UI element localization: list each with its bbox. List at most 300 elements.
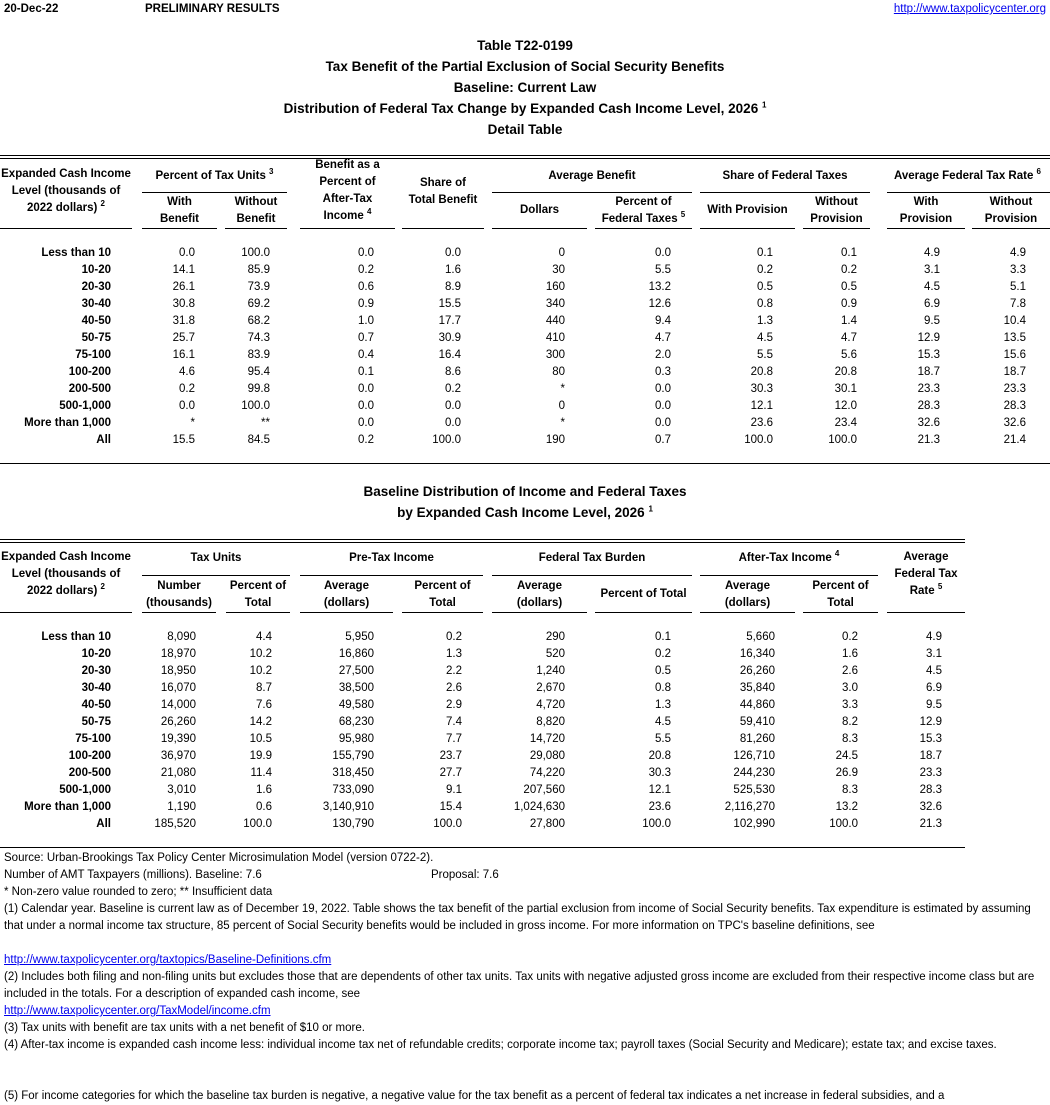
table2-subtitle: by Expanded Cash Income Level, 2026 $^1$ [397, 504, 653, 520]
footnote-4: (4) After-tax income is expanded cash income less: individual income tax net of refundable credits; corporate income tax; payroll taxes (Social Security and Medicare); estate tax; and excise taxes. [4, 1039, 997, 1051]
cell-share-total: 15.5 [438, 298, 461, 310]
detail-table-label: Detail Table [487, 122, 563, 137]
cell-rate-without: 3.3 [1010, 264, 1026, 276]
underline [492, 228, 587, 229]
cell-avg-dollars: 300 [545, 349, 565, 361]
cell-avg-dollars: * [560, 383, 565, 395]
cell-share-with: 0.2 [757, 264, 773, 276]
underline [0, 228, 132, 229]
t1-header-share-fed-taxes: Share of Federal Taxes [722, 170, 848, 182]
cell-share-without: 0.1 [841, 247, 857, 259]
cell-benefit-pct-income: 0.2 [358, 434, 374, 446]
cell-pretax-pct: 27.7 [439, 767, 462, 779]
cell-pretax-avg: 733,090 [332, 784, 374, 796]
cell-aftertax-avg: 5,660 [746, 631, 775, 643]
cell-share-total: 0.0 [445, 417, 461, 429]
cell-rate-without: 10.4 [1003, 315, 1026, 327]
table-row [0, 262, 1050, 279]
cell-rate-with: 3.1 [924, 264, 940, 276]
cell-pct-fed-taxes: 13.2 [648, 281, 671, 293]
cell-share-total: 8.9 [445, 281, 461, 293]
table-row [0, 279, 1050, 296]
cell-aftertax-pct: 8.3 [842, 784, 858, 796]
cell-share-without: 5.6 [841, 349, 857, 361]
cell-pretax-pct: 2.2 [446, 665, 462, 677]
table-row [0, 629, 1050, 646]
cell-rate-with: 23.3 [917, 383, 940, 395]
t1-header-share-total-benefit: Share of Total Benefit [408, 177, 478, 206]
cell-burden-avg: 8,820 [536, 716, 565, 728]
underline [492, 575, 692, 576]
cell-units-pct: 1.6 [256, 784, 272, 796]
cell-share-total: 16.4 [438, 349, 461, 361]
row-label: 75-100 [75, 733, 111, 745]
cell-pretax-avg: 3,140,910 [322, 801, 374, 813]
cell-share-total: 0.0 [445, 400, 461, 412]
cell-units-pct: 8.7 [256, 682, 272, 694]
cell-benefit-pct-income: 0.9 [358, 298, 374, 310]
cell-avg-rate: 12.9 [919, 716, 942, 728]
cell-burden-avg: 1,024,630 [513, 801, 565, 813]
cell-units-number: 185,520 [154, 818, 196, 830]
underline [300, 612, 393, 613]
cell-rate-with: 28.3 [917, 400, 940, 412]
cell-benefit-pct-income: 0.1 [358, 366, 374, 378]
amt-note: Number of AMT Taxpayers (millions). Baseline: 7.6 [4, 869, 262, 881]
cell-rate-without: 13.5 [1003, 332, 1026, 344]
cell-avg-dollars: 80 [552, 366, 565, 378]
cell-without-benefit: 73.9 [247, 281, 270, 293]
cell-avg-rate: 6.9 [926, 682, 942, 694]
cell-aftertax-pct: 8.3 [842, 733, 858, 745]
t2-header-pretax-income: Pre-Tax Income [349, 552, 434, 564]
table-row [0, 816, 1050, 833]
cell-aftertax-pct: 100.0 [829, 818, 858, 830]
cell-share-total: 30.9 [438, 332, 461, 344]
cell-share-with: 0.8 [757, 298, 773, 310]
cell-burden-pct: 4.5 [655, 716, 671, 728]
cell-pretax-pct: 2.6 [446, 682, 462, 694]
cell-rate-without: 28.3 [1003, 400, 1026, 412]
table1-bottom-border [0, 463, 1050, 464]
cell-burden-pct: 0.1 [655, 631, 671, 643]
cell-share-without: 0.2 [841, 264, 857, 276]
footnote-1-link-row [4, 952, 1046, 969]
cell-avg-rate: 15.3 [919, 733, 942, 745]
cell-aftertax-pct: 26.9 [835, 767, 858, 779]
cell-burden-avg: 207,560 [523, 784, 565, 796]
cell-rate-with: 12.9 [917, 332, 940, 344]
cell-avg-dollars: * [560, 417, 565, 429]
cell-pretax-avg: 95,980 [338, 733, 374, 745]
cell-units-pct: 10.2 [249, 648, 272, 660]
cell-without-benefit: 100.0 [241, 247, 270, 259]
cell-with-benefit: 4.6 [179, 366, 195, 378]
cell-aftertax-pct: 1.6 [842, 648, 858, 660]
row-label: Less than 10 [41, 247, 111, 259]
cell-units-pct: 0.6 [256, 801, 272, 813]
preliminary-label: PRELIMINARY RESULTS [145, 3, 280, 15]
cell-with-benefit: 15.5 [172, 434, 195, 446]
cell-rate-with: 4.5 [924, 281, 940, 293]
row-label: 50-75 [81, 716, 111, 728]
t2-header-pretax-pct: Percent of Total [414, 580, 471, 609]
table-row [0, 432, 1050, 449]
cell-aftertax-pct: 8.2 [842, 716, 858, 728]
cell-pretax-pct: 9.1 [446, 784, 462, 796]
cell-pretax-avg: 16,860 [338, 648, 374, 660]
cell-benefit-pct-income: 1.0 [358, 315, 374, 327]
underline [887, 612, 965, 613]
table2-title: Baseline Distribution of Income and Federal Taxes [363, 484, 687, 499]
report-date: 20-Dec-22 [4, 3, 59, 15]
cell-burden-pct: 0.8 [655, 682, 671, 694]
t2-header-units-pct: Percent of Total [229, 580, 287, 609]
cell-pct-fed-taxes: 12.6 [648, 298, 671, 310]
underline [700, 192, 870, 193]
cell-burden-pct: 0.2 [655, 648, 671, 660]
cell-avg-dollars: 190 [545, 434, 565, 446]
cell-avg-dollars: 0 [558, 247, 565, 259]
row-label: 30-40 [81, 682, 111, 694]
cell-benefit-pct-income: 0.0 [358, 400, 374, 412]
cell-units-number: 18,950 [160, 665, 196, 677]
cell-without-benefit: ** [261, 417, 270, 429]
cell-avg-rate: 18.7 [919, 750, 942, 762]
underline [803, 228, 870, 229]
cell-without-benefit: 74.3 [247, 332, 270, 344]
cell-share-total: 8.6 [445, 366, 461, 378]
cell-pretax-pct: 100.0 [433, 818, 462, 830]
cell-share-total: 17.7 [438, 315, 461, 327]
cell-pct-fed-taxes: 0.0 [655, 417, 671, 429]
cell-benefit-pct-income: 0.0 [358, 247, 374, 259]
cell-avg-rate: 4.9 [926, 631, 942, 643]
cell-without-benefit: 85.9 [247, 264, 270, 276]
t2-header-number: Number (thousands) [146, 580, 212, 609]
underline [300, 228, 395, 229]
cell-units-pct: 11.4 [250, 767, 272, 779]
underline [142, 192, 287, 193]
cell-pct-fed-taxes: 0.0 [655, 383, 671, 395]
cell-pct-fed-taxes: 0.0 [655, 247, 671, 259]
row-label: 30-40 [81, 298, 111, 310]
table2-top-border [0, 539, 965, 543]
cell-pretax-avg: 155,790 [332, 750, 374, 762]
table-row [0, 398, 1050, 415]
t1-header-rate-with: With Provision [899, 196, 953, 225]
footnote-2: (2) Includes both filing and non-filing units but excludes those that are dependents of other tax units. Tax units with negative adjusted gross income are excluded from their respective income class but are included in the totals. For a description of expanded cash income, see [4, 971, 1035, 1000]
cell-burden-pct: 100.0 [642, 818, 671, 830]
t1-header-with-benefit: With Benefit [160, 196, 199, 225]
t2-header-pretax-avg: Average (dollars) [323, 580, 370, 609]
cell-without-benefit: 95.4 [247, 366, 270, 378]
cell-rate-without: 21.4 [1003, 434, 1026, 446]
cell-rate-without: 7.8 [1010, 298, 1026, 310]
cell-burden-pct: 20.8 [648, 750, 671, 762]
cell-units-pct: 19.9 [249, 750, 272, 762]
cell-aftertax-pct: 13.2 [835, 801, 858, 813]
cell-units-number: 16,070 [160, 682, 196, 694]
table-row [0, 646, 1050, 663]
cell-units-pct: 100.0 [243, 818, 272, 830]
amt-proposal: Proposal: 7.6 [431, 869, 499, 881]
cell-avg-dollars: 160 [545, 281, 565, 293]
cell-avg-rate: 28.3 [919, 784, 942, 796]
cell-avg-dollars: 410 [545, 332, 565, 344]
row-label: More than 1,000 [24, 417, 111, 429]
cell-aftertax-pct: 3.0 [842, 682, 858, 694]
cell-with-benefit: 0.0 [179, 247, 195, 259]
cell-avg-rate: 9.5 [926, 699, 942, 711]
table-row [0, 330, 1050, 347]
table-row [0, 296, 1050, 313]
row-label: 10-20 [81, 648, 111, 660]
row-label: 500-1,000 [59, 784, 111, 796]
cell-benefit-pct-income: 0.0 [358, 383, 374, 395]
cell-aftertax-pct: 2.6 [842, 665, 858, 677]
cell-with-benefit: 16.1 [172, 349, 195, 361]
tpc-website-link[interactable]: http://www.taxpolicycenter.org [893, 3, 1046, 15]
cell-pretax-avg: 318,450 [332, 767, 374, 779]
cell-pct-fed-taxes: 0.7 [655, 434, 671, 446]
cell-share-with: 0.1 [757, 247, 773, 259]
underline [887, 228, 965, 229]
t1-header-without-benefit: Without Benefit [234, 196, 278, 225]
cell-share-without: 0.5 [841, 281, 857, 293]
cell-burden-avg: 27,800 [529, 818, 565, 830]
t1-header-pct-tax-units: Percent of Tax Units $^3$ [155, 167, 274, 182]
cell-units-number: 36,970 [160, 750, 196, 762]
t2-header-aftertax-avg: Average (dollars) [724, 580, 771, 609]
cell-benefit-pct-income: 0.2 [358, 264, 374, 276]
cell-pretax-pct: 7.4 [446, 716, 462, 728]
cell-with-benefit: 31.8 [172, 315, 195, 327]
cell-share-without: 4.7 [841, 332, 857, 344]
underline [300, 575, 483, 576]
t2-header-burden-pct: Percent of Total [600, 588, 687, 600]
cell-rate-with: 18.7 [917, 366, 940, 378]
t1-header-rate-without: Without Provision [984, 196, 1038, 225]
cell-share-with: 20.8 [750, 366, 773, 378]
table-row [0, 415, 1050, 432]
table-row [0, 680, 1050, 697]
underline [225, 228, 287, 229]
cell-units-number: 26,260 [160, 716, 196, 728]
cell-share-without: 30.1 [834, 383, 857, 395]
cell-aftertax-avg: 26,260 [739, 665, 775, 677]
t1-header-benefit-pct-income: Benefit as a Percent of After-Tax Income $^4$ [315, 159, 380, 222]
income-definition-link[interactable]: http://www.taxpolicycenter.org/TaxModel/income.cfm [4, 1005, 271, 1017]
cell-rate-with: 9.5 [924, 315, 940, 327]
cell-share-with: 5.5 [757, 349, 773, 361]
cell-with-benefit: 14.1 [172, 264, 195, 276]
underline [492, 192, 692, 193]
cell-burden-avg: 2,670 [536, 682, 565, 694]
table-row [0, 748, 1050, 765]
cell-aftertax-avg: 102,990 [733, 818, 775, 830]
underline [803, 612, 878, 613]
cell-share-with: 23.6 [750, 417, 773, 429]
underline [887, 192, 1050, 193]
cell-pct-fed-taxes: 2.0 [655, 349, 671, 361]
cell-units-number: 18,970 [160, 648, 196, 660]
cell-pretax-avg: 38,500 [338, 682, 374, 694]
underline [142, 612, 216, 613]
cell-units-pct: 10.2 [249, 665, 272, 677]
cell-pct-fed-taxes: 0.3 [655, 366, 671, 378]
cell-pretax-pct: 15.4 [439, 801, 462, 813]
cell-benefit-pct-income: 0.4 [358, 349, 374, 361]
underline [595, 228, 692, 229]
cell-without-benefit: 69.2 [247, 298, 270, 310]
cell-pct-fed-taxes: 9.4 [655, 315, 671, 327]
cell-without-benefit: 84.5 [247, 434, 270, 446]
source-note: Source: Urban-Brookings Tax Policy Center Microsimulation Model (version 0722-2). [4, 852, 434, 864]
cell-without-benefit: 100.0 [241, 400, 270, 412]
cell-aftertax-avg: 44,860 [739, 699, 775, 711]
cell-rate-without: 32.6 [1003, 417, 1026, 429]
cell-rate-with: 21.3 [917, 434, 940, 446]
cell-burden-pct: 1.3 [655, 699, 671, 711]
cell-without-benefit: 83.9 [247, 349, 270, 361]
cell-aftertax-avg: 16,340 [739, 648, 775, 660]
table2-bottom-border [0, 847, 965, 848]
cell-with-benefit: 25.7 [172, 332, 195, 344]
cell-benefit-pct-income: 0.6 [358, 281, 374, 293]
table-row [0, 663, 1050, 680]
table-row [0, 714, 1050, 731]
cell-share-without: 100.0 [828, 434, 857, 446]
footnote-3: (3) Tax units with benefit are tax units with a net benefit of $10 or more. [4, 1022, 365, 1034]
cell-with-benefit: * [190, 417, 195, 429]
cell-burden-avg: 4,720 [536, 699, 565, 711]
row-label: 40-50 [81, 315, 111, 327]
asterisk-note: * Non-zero value rounded to zero; ** Insufficient data [4, 886, 273, 898]
cell-pretax-pct: 2.9 [446, 699, 462, 711]
cell-units-number: 21,080 [160, 767, 196, 779]
t2-header-fed-tax-burden: Federal Tax Burden [538, 552, 646, 564]
distribution-title: Distribution of Federal Tax Change by Expanded Cash Income Level, 2026 $^1$ [283, 100, 767, 116]
table-row [0, 245, 1050, 262]
cell-share-total: 100.0 [432, 434, 461, 446]
cell-with-benefit: 0.0 [179, 400, 195, 412]
row-label: Less than 10 [41, 631, 111, 643]
footnote-1: (1) Calendar year. Baseline is current law as of December 19, 2022. Table shows the tax benefit of the partial exclusion from income of Social Security benefits. Tax expenditure is estimated by assuming that under a normal income tax structure, 85 percent of Social Security benefits would be included in gross income. For more information on TPC's baseline definitions, see [4, 903, 1031, 932]
cell-units-number: 3,010 [167, 784, 196, 796]
underline [492, 612, 587, 613]
cell-share-without: 0.9 [841, 298, 857, 310]
t1-header-pct-fed-taxes: Percent of Federal Taxes $^5$ [601, 196, 686, 225]
cell-burden-pct: 12.1 [648, 784, 671, 796]
row-label: 50-75 [81, 332, 111, 344]
cell-share-without: 23.4 [834, 417, 857, 429]
cell-share-without: 1.4 [841, 315, 857, 327]
cell-pretax-avg: 68,230 [338, 716, 374, 728]
cell-pct-fed-taxes: 4.7 [655, 332, 671, 344]
underline [595, 612, 692, 613]
underline [226, 612, 290, 613]
t2-header-aftertax-income: After-Tax Income $^4$ [738, 549, 840, 564]
cell-share-without: 12.0 [834, 400, 857, 412]
t1-header-with-provision: With Provision [707, 204, 788, 216]
cell-burden-avg: 290 [545, 631, 565, 643]
cell-aftertax-avg: 525,530 [733, 784, 775, 796]
cell-rate-without: 15.6 [1003, 349, 1026, 361]
cell-rate-without: 5.1 [1010, 281, 1026, 293]
cell-burden-avg: 29,080 [529, 750, 565, 762]
table-row [0, 313, 1050, 330]
cell-avg-rate: 21.3 [919, 818, 942, 830]
row-label: 200-500 [68, 383, 111, 395]
cell-share-total: 0.0 [445, 247, 461, 259]
underline [972, 228, 1050, 229]
cell-burden-avg: 14,720 [529, 733, 565, 745]
cell-aftertax-pct: 24.5 [835, 750, 858, 762]
t2-header-aftertax-pct: Percent of Total [812, 580, 869, 609]
row-label: 40-50 [81, 699, 111, 711]
row-label: 100-200 [68, 366, 111, 378]
row-label: 10-20 [81, 264, 111, 276]
cell-units-number: 19,390 [160, 733, 196, 745]
cell-rate-with: 4.9 [924, 247, 940, 259]
underline [700, 612, 795, 613]
underline [700, 575, 878, 576]
cell-rate-with: 32.6 [917, 417, 940, 429]
cell-with-benefit: 30.8 [172, 298, 195, 310]
cell-avg-rate: 23.3 [919, 767, 942, 779]
cell-without-benefit: 99.8 [247, 383, 270, 395]
cell-units-number: 1,190 [167, 801, 196, 813]
underline [0, 612, 132, 613]
cell-with-benefit: 26.1 [172, 281, 195, 293]
cell-avg-rate: 4.5 [926, 665, 942, 677]
footnote-5: (5) For income categories for which the baseline tax burden is negative, a negative value for the tax benefit as a percent of federal tax indicates a net increase in federal subsidies, and a [4, 1090, 945, 1102]
cell-pct-fed-taxes: 5.5 [655, 264, 671, 276]
row-label: All [96, 434, 111, 446]
row-label: 500-1,000 [59, 400, 111, 412]
row-label: 20-30 [81, 665, 111, 677]
table-row [0, 364, 1050, 381]
t2-header-tax-units: Tax Units [190, 552, 242, 564]
t2-header-burden-avg: Average (dollars) [516, 580, 563, 609]
cell-units-pct: 7.6 [256, 699, 272, 711]
cell-share-total: 0.2 [445, 383, 461, 395]
t1-header-avg-benefit: Average Benefit [548, 170, 636, 182]
table-id: Table T22-0199 [477, 38, 573, 53]
cell-pretax-pct: 7.7 [446, 733, 462, 745]
cell-pretax-pct: 0.2 [446, 631, 462, 643]
cell-benefit-pct-income: 0.7 [358, 332, 374, 344]
cell-units-number: 14,000 [160, 699, 196, 711]
row-label: 75-100 [75, 349, 111, 361]
cell-pretax-avg: 49,580 [338, 699, 374, 711]
cell-rate-without: 4.9 [1010, 247, 1026, 259]
cell-without-benefit: 68.2 [247, 315, 270, 327]
table-row [0, 347, 1050, 364]
table-row [0, 782, 1050, 799]
cell-with-benefit: 0.2 [179, 383, 195, 395]
table-row [0, 799, 1050, 816]
t1-header-income-level: Expanded Cash Income Level (thousands of 2022 dollars) $^2$ [1, 168, 131, 214]
baseline-definitions-link[interactable]: http://www.taxpolicycenter.org/taxtopics/Baseline-Definitions.cfm [4, 954, 332, 966]
t1-header-without-provision: Without Provision [810, 196, 863, 225]
row-label: 200-500 [68, 767, 111, 779]
t2-header-avg-rate: Average Federal Tax Rate $^5$ [894, 551, 958, 597]
cell-burden-pct: 30.3 [648, 767, 671, 779]
t1-header-avg-fed-rate: Average Federal Tax Rate $^6$ [894, 167, 1041, 182]
cell-share-with: 0.5 [757, 281, 773, 293]
